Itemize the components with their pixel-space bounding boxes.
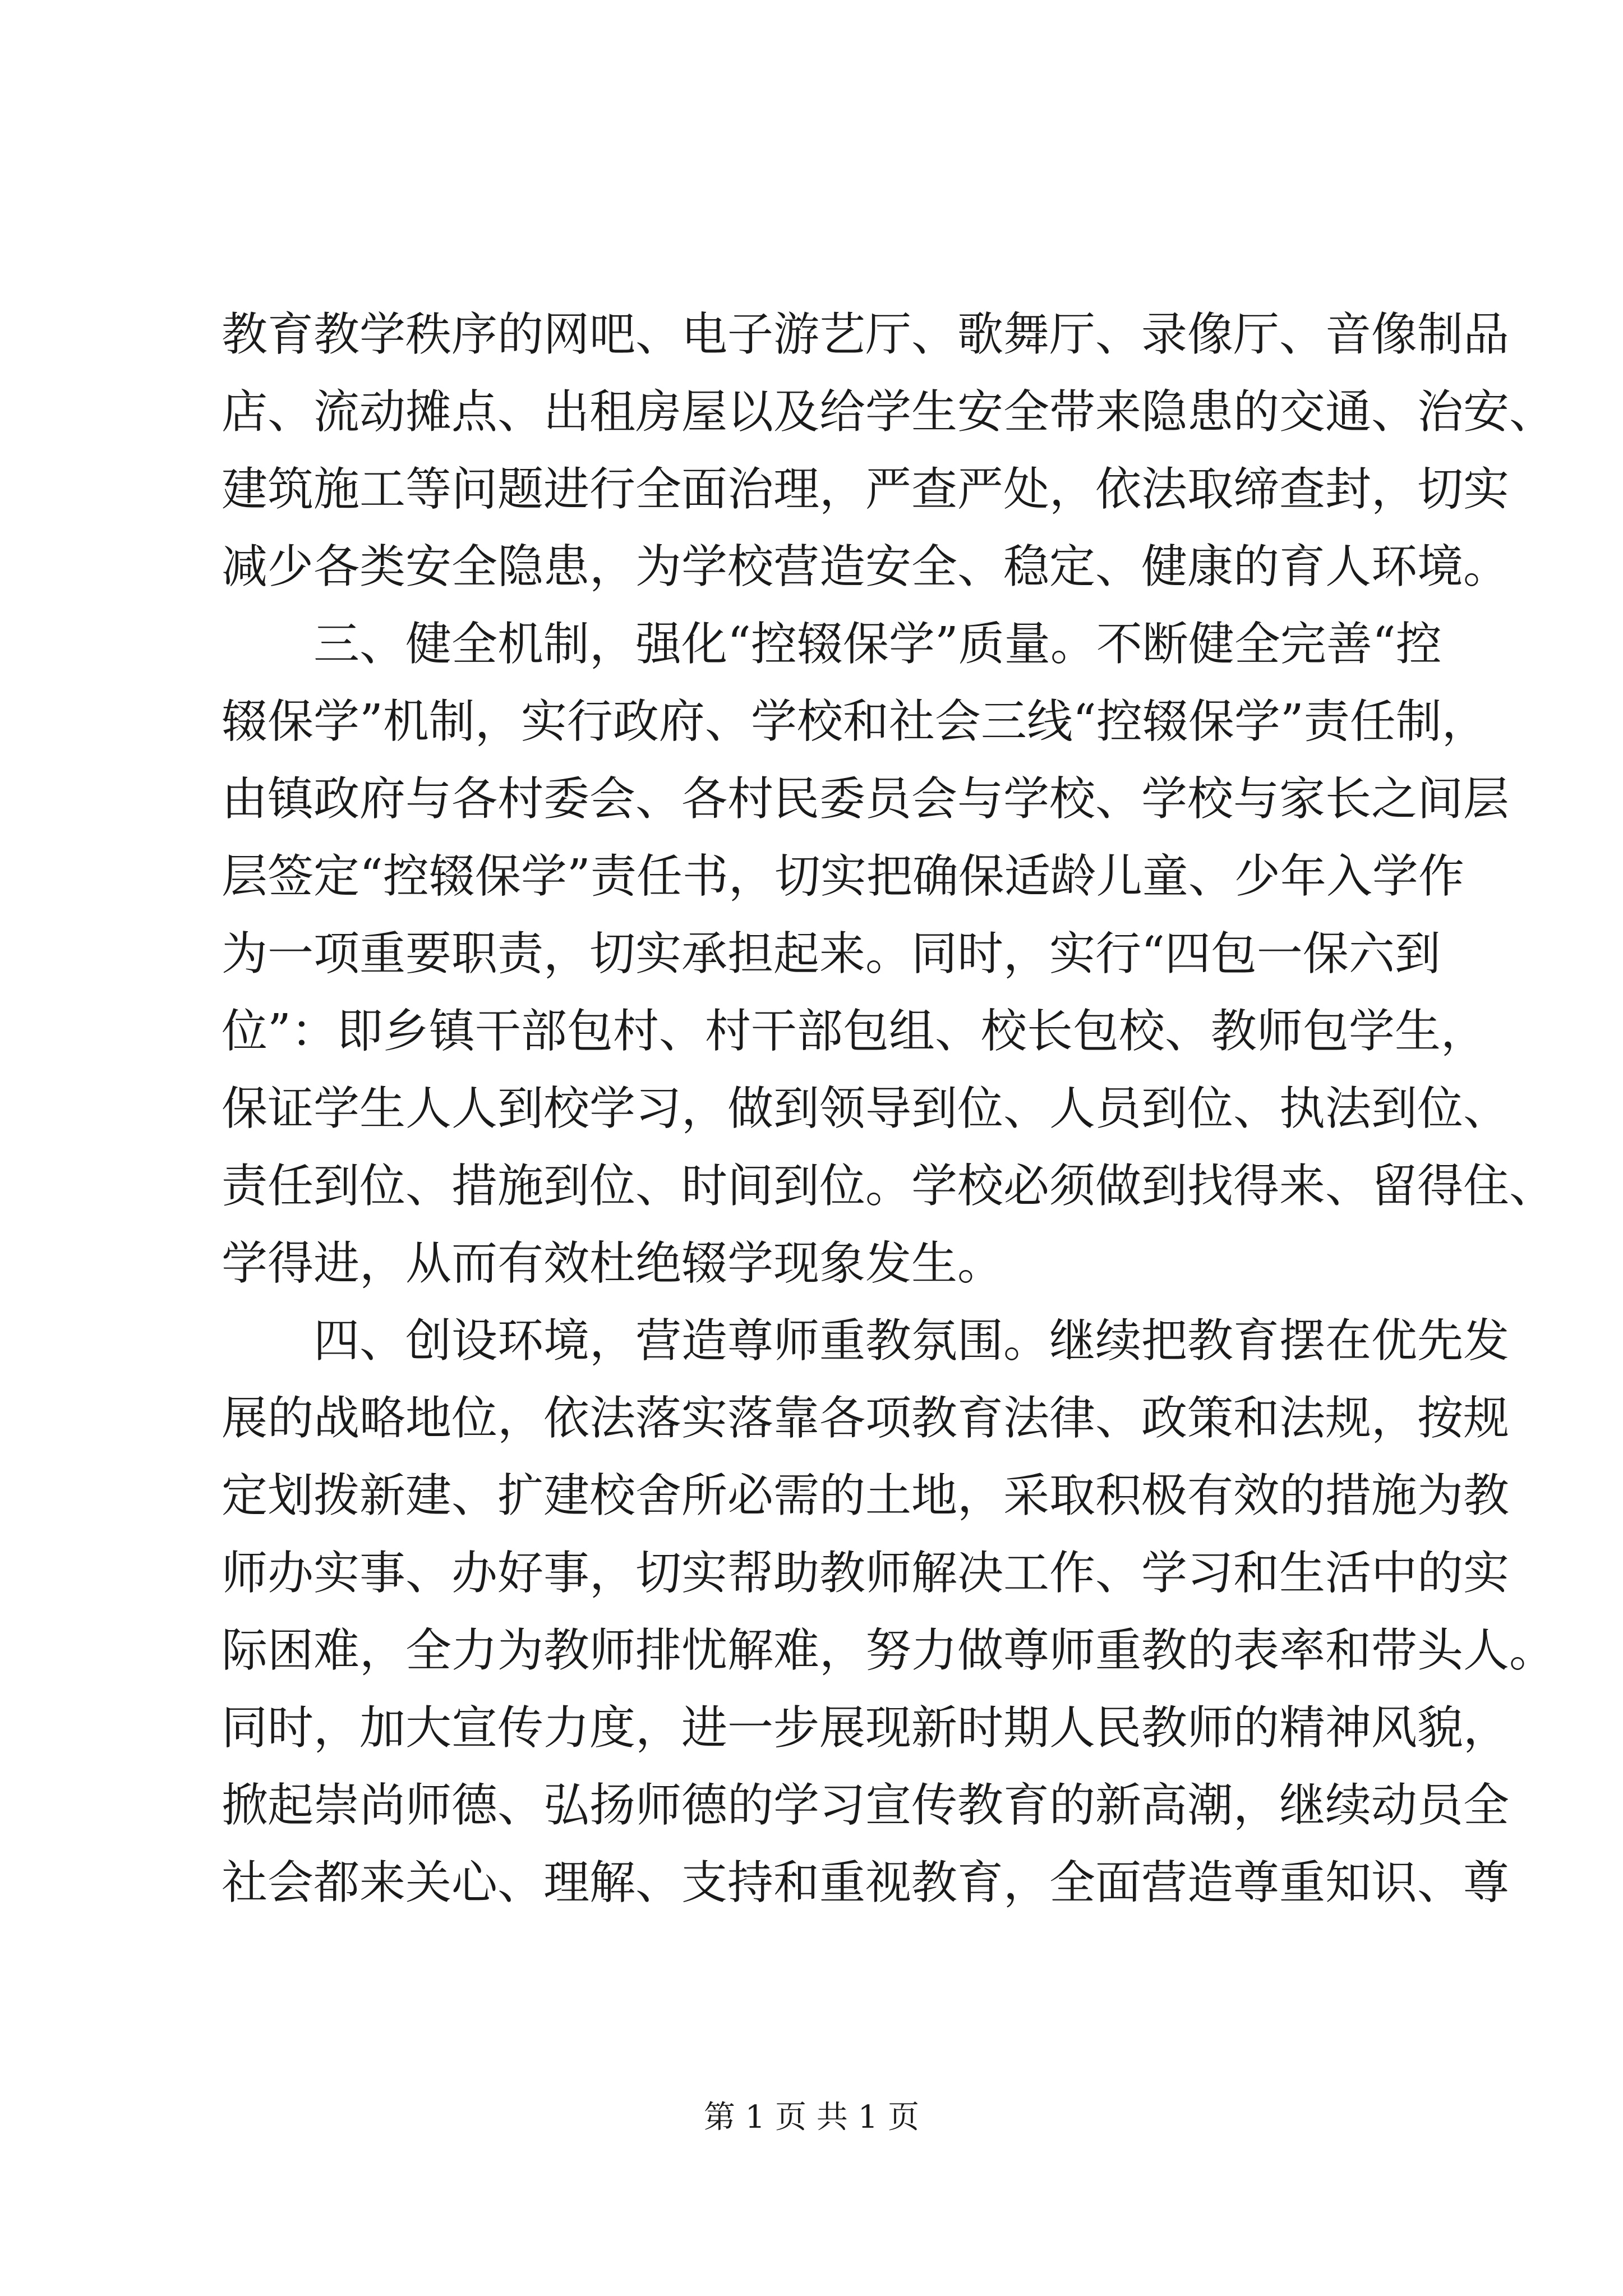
text-line: 减少各类安全隐患，为学校营造安全、稳定、健康的育人环境。 (222, 540, 1510, 593)
section-heading-line: 三、健全机制，强化“控辍保学”质量。不断健全完善“控 (313, 618, 1442, 671)
text-line: 社会都来关心、理解、支持和重视教育，全面营造尊重知识、尊 (222, 1856, 1510, 1910)
text-line: 辍保学”机制，实行政府、学校和社会三线“控辍保学”责任制， (222, 695, 1488, 748)
text-line: 师办实事、办好事，切实帮助教师解决工作、学习和生活中的实 (222, 1547, 1510, 1600)
text-line: 学得进，从而有效杜绝辍学现象发生。 (222, 1237, 1004, 1290)
text-line: 定划拨新建、扩建校舍所必需的土地，采取积极有效的措施为教 (222, 1469, 1510, 1522)
text-line: 教育教学秩序的网吧、电子游艺厅、歌舞厅、录像厅、音像制品 (222, 308, 1510, 361)
text-line: 为一项重要职责，切实承担起来。同时，实行“四包一保六到 (222, 927, 1441, 981)
document-body (222, 296, 1556, 1922)
text-line: 由镇政府与各村委会、各村民委员会与学校、学校与家长之间层 (222, 772, 1510, 826)
text-line: 掀起崇尚师德、弘扬师德的学习宣传教育的新高潮，继续动员全 (222, 1779, 1510, 1832)
text-line: 店、流动摊点、出租房屋以及给学生安全带来隐患的交通、治安、 (222, 385, 1556, 439)
text-line: 同时，加大宣传力度，进一步展现新时期人民教师的精神风貌， (222, 1701, 1510, 1755)
text-line: 际困难，全力为教师排忧解难，努力做尊师重教的表率和带头人。 (222, 1624, 1556, 1677)
text-line: 保证学生人人到校学习，做到领导到位、人员到位、执法到位、 (222, 1082, 1510, 1135)
text-line: 责任到位、措施到位、时间到位。学校必须做到找得来、留得住、 (222, 1159, 1556, 1213)
text-line: 位”：即乡镇干部包村、村干部包组、校长包校、教师包学生， (222, 1005, 1487, 1058)
text-line: 建筑施工等问题进行全面治理，严查严处，依法取缔查封，切实 (222, 463, 1510, 516)
section-heading-line: 四、创设环境，营造尊师重教氛围。继续把教育摆在优先发 (313, 1314, 1510, 1368)
page-number-label: 第 1 页 共 1 页 (703, 2099, 920, 2136)
text-line: 展的战略地位，依法落实落靠各项教育法律、政策和法规，按规 (222, 1392, 1510, 1445)
page-footer (0, 2098, 1623, 2137)
text-line: 层签定“控辍保学”责任书，切实把确保适龄儿童、少年入学作 (222, 850, 1464, 903)
